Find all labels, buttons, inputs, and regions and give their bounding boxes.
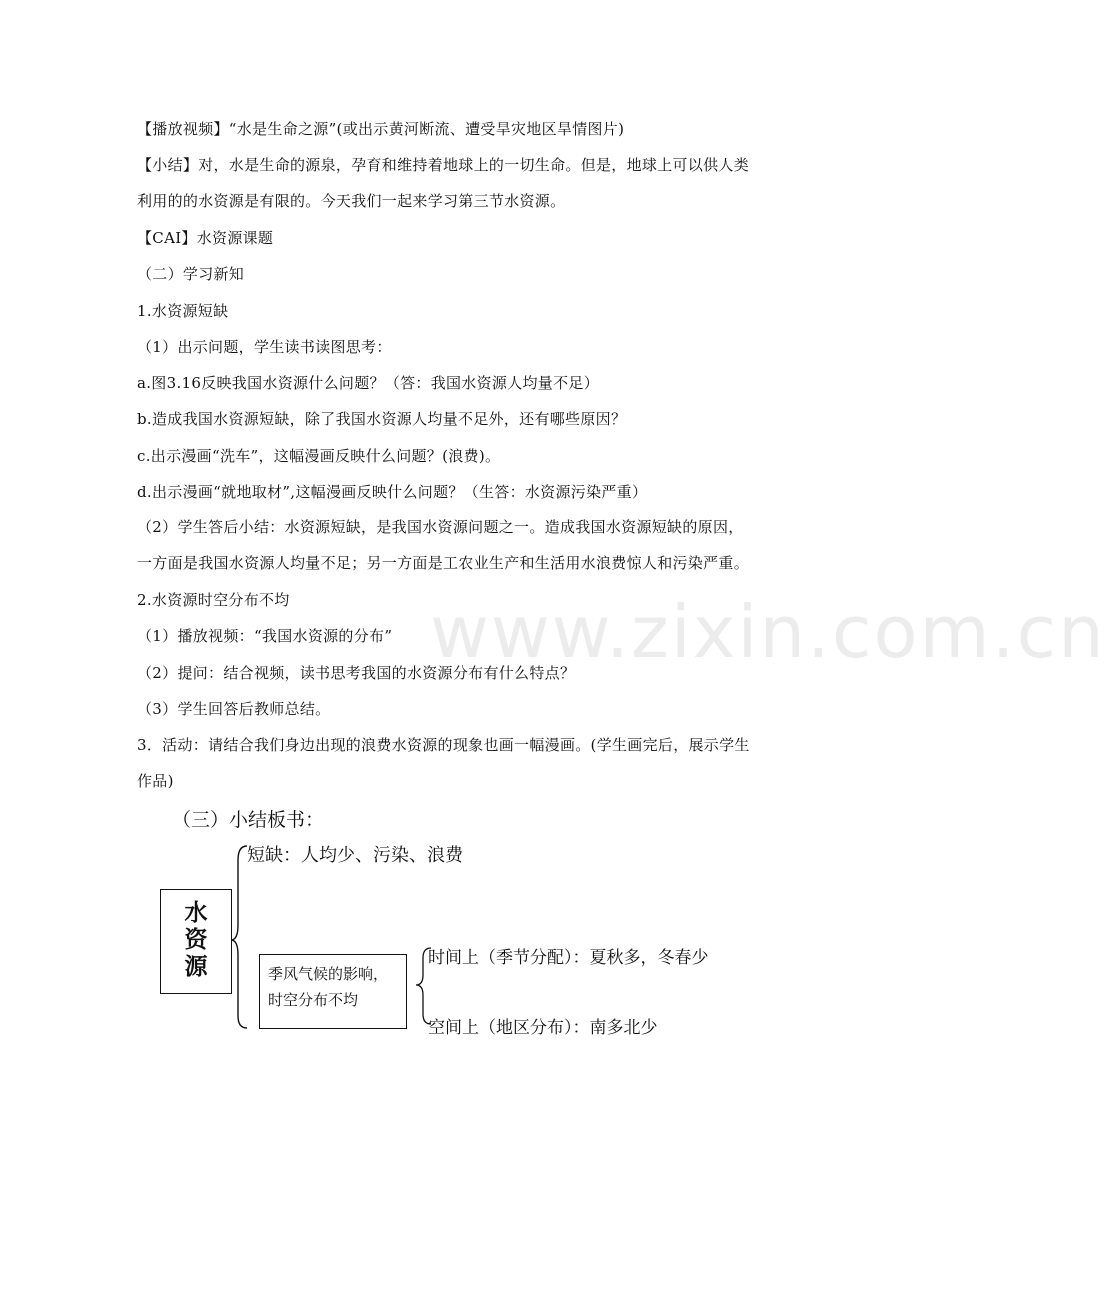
- branch-time: 时间上（季节分配）：夏秋多，冬春少: [428, 948, 709, 968]
- text-line: 【小结】对，水是生命的源泉，孕育和维持着地球上的一切生命。但是，地球上可以供人类: [137, 156, 750, 174]
- root-label: [161, 890, 231, 981]
- text-line: （3）学生回答后教师总结。: [137, 700, 331, 718]
- root-char: 资: [184, 927, 208, 953]
- text-line: 1.水资源短缺: [137, 302, 229, 320]
- text-line: b.造成我国水资源短缺，除了我国水资源人均量不足外，还有哪些原因？: [137, 410, 627, 428]
- text-line: 【播放视频】“水是生命之源”(或出示黄河断流、遭受旱灾地区旱情图片): [137, 120, 625, 138]
- text-line: （2）提问：结合视频，读书思考我国的水资源分布有什么特点？: [137, 664, 576, 682]
- text-line: d.出示漫画“就地取材”,这幅漫画反映什么问题？（生答：水资源污染严重）: [137, 483, 648, 501]
- root-char: 源: [184, 954, 208, 980]
- text-line: （1）出示问题，学生读书读图思考：: [137, 338, 392, 356]
- text-line: 3．活动：请结合我们身边出现的浪费水资源的现象也画一幅漫画。(学生画完后，展示学生: [137, 736, 750, 754]
- cause-box: [259, 954, 407, 1029]
- main-brace: [231, 846, 247, 1028]
- text-line: a.图3.16反映我国水资源什么问题？（答：我国水资源人均量不足）: [137, 374, 600, 392]
- root-char: 水: [184, 900, 208, 926]
- text-line: （二）学习新知: [137, 265, 245, 283]
- text-line: 2.水资源时空分布不均: [137, 591, 290, 609]
- text-line: 一方面是我国水资源人均量不足；另一方面是工农业生产和生活用水浪费惊人和污染严重。: [137, 554, 750, 572]
- text-line: （1）播放视频：“我国水资源的分布”: [137, 627, 393, 645]
- text-line: c.出示漫画“洗车”，这幅漫画反映什么问题？(浪费)。: [137, 447, 501, 465]
- text-line: 作品): [137, 772, 174, 790]
- cause-line: 时空分布不均: [268, 991, 359, 1009]
- branch-shortage: 短缺：人均少、污染、浪费: [247, 845, 463, 866]
- summary-heading: （三）小结板书：: [172, 809, 325, 831]
- text-line: 利用的的水资源是有限的。今天我们一起来学习第三节水资源。: [137, 192, 566, 210]
- branch-space: 空间上（地区分布）：南多北少: [428, 1018, 658, 1038]
- text-line: 【CAI】水资源课题: [137, 229, 274, 247]
- root-box: [160, 889, 232, 994]
- text-line: （2）学生答后小结：水资源短缺，是我国水资源问题之一。造成我国水资源短缺的原因，: [137, 518, 744, 536]
- watermark: www.zixin.com.cn: [430, 590, 1106, 674]
- cause-line: 季风气候的影响，: [268, 965, 389, 983]
